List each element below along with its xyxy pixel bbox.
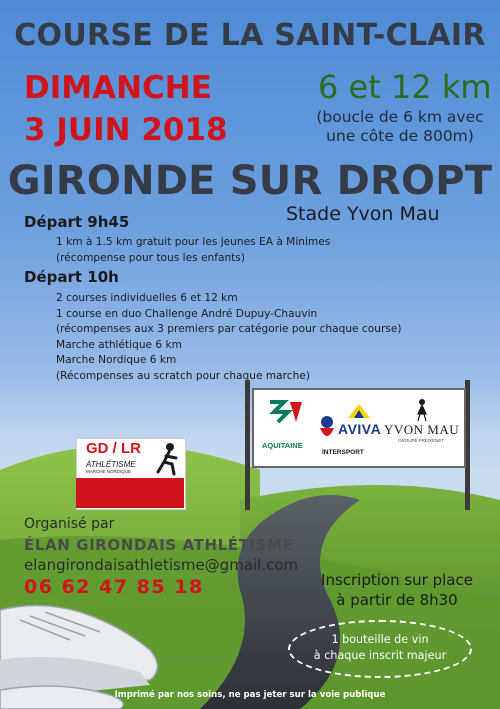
- club-logo-title: GD / LR: [86, 440, 141, 457]
- bonus-line: à chaque inscrit majeur: [313, 649, 447, 662]
- organizer-name: ÉLAN GIRONDAIS ATHLÉTISME: [24, 536, 294, 554]
- event-town: GIRONDE SUR DROPT: [7, 158, 493, 204]
- depart-1-details: [56, 235, 330, 266]
- sponsor-aviva: AVIVA: [338, 421, 382, 437]
- event-stadium: Stade Yvon Mau: [286, 203, 440, 225]
- yvon-mau-figure-icon: [412, 398, 432, 422]
- detail-line: Marche athlétique 6 km: [56, 338, 182, 351]
- distance-note: [312, 108, 488, 146]
- bonus-info: [288, 632, 472, 664]
- depart-2-title: Départ 10h: [24, 268, 119, 286]
- detail-line: 2 courses individuelles 6 et 12 km: [56, 292, 238, 304]
- bonus-line: 1 bouteille de vin: [331, 633, 429, 646]
- footer-note: Imprimé par nos soins, ne pas jeter sur la voie publique: [114, 690, 386, 700]
- sponsor-yvon-mau-sub: GROUPE FREIXENET: [398, 438, 445, 443]
- detail-line: (Récompenses au scratch pour chaque marche): [56, 369, 310, 382]
- detail-line: (récompense pour tous les enfants): [56, 251, 245, 264]
- club-logo-band: [76, 478, 184, 508]
- sponsor-intersport: INTERSPORT: [322, 449, 364, 456]
- distance-note-line: une côte de 800m): [326, 127, 474, 145]
- depart-1-title: Départ 9h45: [24, 213, 130, 231]
- intersport-mascot-icon: [314, 414, 340, 448]
- organizer-label: Organisé par: [24, 516, 115, 532]
- sponsor-credit-agricole: AQUITAINE: [262, 441, 303, 450]
- inscription-line: Inscription sur place: [321, 571, 473, 589]
- banner-pole-left: [245, 380, 250, 510]
- detail-line: (récompenses aux 3 premiers par catégorie pour chaque course): [56, 323, 402, 336]
- inscription-line: à partir de 8h30: [336, 591, 458, 609]
- event-title: COURSE DE LA SAINT-CLAIR: [14, 18, 486, 53]
- distance-note-line: (boucle de 6 km avec: [316, 108, 484, 126]
- sponsor-yvon-mau: YVON MAU: [384, 422, 460, 437]
- runner-icon: [152, 442, 180, 476]
- club-logo-subtitle: ATHLÉTISME: [86, 460, 136, 469]
- inscription-info: [312, 570, 482, 610]
- organizer-phone[interactable]: 06 62 47 85 18: [24, 576, 204, 598]
- detail-line: 1 course en duo Challenge André Dupuy-Chauvin: [56, 307, 318, 320]
- organizer-email[interactable]: elangirondaisathletisme@gmail.com: [24, 556, 299, 574]
- detail-line: Marche Nordique 6 km: [56, 354, 177, 367]
- event-day: DIMANCHE: [24, 70, 212, 106]
- aviva-logo-icon: [344, 402, 374, 420]
- depart-2-details: [56, 291, 401, 385]
- event-distance: 6 et 12 km: [318, 68, 492, 106]
- detail-line: 1 km à 1.5 km gratuit pour les jeunes EA à Minimes: [56, 236, 331, 248]
- club-logo-subtitle-2: MARCHE NORDIQUE: [86, 469, 132, 474]
- credit-agricole-logo-icon: [266, 398, 306, 426]
- event-date: 3 JUIN 2018: [24, 112, 228, 148]
